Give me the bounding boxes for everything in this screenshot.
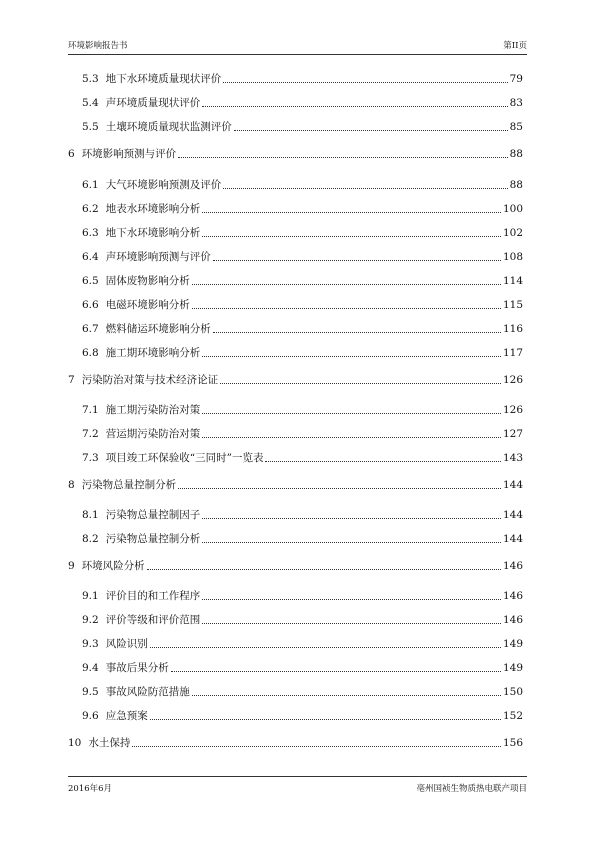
header-divider [68,54,527,55]
toc-entry[interactable] [68,559,523,573]
toc-dot-leader [202,355,501,357]
toc-dot-leader [202,436,501,438]
toc-entry-title: 声环境质量现状评价 [105,97,201,109]
toc-entry[interactable] [82,508,523,522]
toc-dot-leader [220,382,501,384]
toc-dot-leader [202,412,501,414]
toc-entry-number: 6 [68,148,75,160]
toc-entry[interactable] [82,427,523,441]
toc-entry-title: 评价目的和工作程序 [105,590,201,602]
toc-entry[interactable] [82,613,523,627]
toc-entry-number: 6.3 [82,227,99,239]
toc-entry-title: 环境风险分析 [81,560,145,572]
toc-dot-leader [192,694,501,696]
page-header [68,38,527,52]
toc-entry-page: 85 [509,121,523,133]
toc-entry-page: 108 [502,251,523,263]
toc-entry-title: 土壤环境质量现状监测评价 [105,121,232,133]
toc-entry-number: 6.7 [82,323,99,335]
toc-entry-title: 事故风险防范措施 [105,686,190,698]
toc-entry-page: 127 [502,428,523,440]
toc-entry-number: 9.1 [82,590,99,602]
toc-dot-leader [202,598,501,600]
toc-entry-number: 10 [68,737,82,749]
toc-entry[interactable] [82,322,523,336]
toc-entry-title: 燃料储运环境影响分析 [105,323,211,335]
toc-dot-leader [202,622,501,624]
toc-entry[interactable] [82,637,523,651]
toc-entry-page: 100 [502,203,523,215]
toc-entry-page: 126 [502,374,523,386]
toc-entry-number: 6.4 [82,251,99,263]
toc-entry-title: 应急预案 [105,710,148,722]
toc-entry[interactable] [82,661,523,675]
toc-entry-page: 144 [502,479,523,491]
toc-entry-title: 地表水环境影响分析 [105,203,201,215]
footer-project-name: 亳州国祯生物质热电联产项目 [416,784,527,794]
toc-entry-title: 污染物总量控制因子 [105,509,201,521]
toc-entry-number: 9.6 [82,710,99,722]
toc-dot-leader [202,211,501,213]
toc-entry-title: 事故后果分析 [105,662,169,674]
toc-entry-number: 9.5 [82,686,99,698]
toc-entry-title: 电磁环境影响分析 [105,299,190,311]
toc-entry-number: 8 [68,479,75,491]
toc-entry-title: 地下水环境质量现状评价 [105,73,222,85]
toc-entry-number: 8.1 [82,509,99,521]
page-footer [68,781,527,795]
toc-entry-number: 6.5 [82,275,99,287]
toc-entry-title: 固体废物影响分析 [105,275,190,287]
toc-entry-number: 7.1 [82,404,99,416]
toc-entry-number: 7 [68,374,75,386]
toc-dot-leader [192,307,501,309]
toc-entry-title: 评价等级和评价范围 [105,614,201,626]
toc-entry[interactable] [82,451,523,465]
toc-entry-number: 9 [68,560,75,572]
toc-entry[interactable] [82,202,523,216]
toc-entry-number: 6.2 [82,203,99,215]
toc-entry-number: 6.6 [82,299,99,311]
toc-dot-leader [223,187,507,189]
toc-entry-page: 117 [502,347,523,359]
toc-entry-page: 150 [502,686,523,698]
toc-dot-leader [223,81,507,83]
toc-dot-leader [265,460,501,462]
toc-entry-page: 115 [502,299,523,311]
toc-entry-page: 143 [502,452,523,464]
toc-dot-leader [171,670,501,672]
toc-dot-leader [178,487,501,489]
toc-entry-page: 146 [502,590,523,602]
toc-entry-page: 156 [502,737,523,749]
toc-entry-title: 污染物总量控制分析 [81,479,177,491]
toc-dot-leader [150,646,501,648]
toc-entry-number: 7.3 [82,452,99,464]
toc-entry[interactable] [82,274,523,288]
toc-entry-page: 116 [502,323,523,335]
toc-entry-page: 149 [502,638,523,650]
toc-dot-leader [234,129,508,131]
toc-entry[interactable] [82,685,523,699]
toc-entry-number: 8.2 [82,533,99,545]
toc-entry-title: 营运期污染防治对策 [105,428,201,440]
toc-entry[interactable] [82,250,523,264]
toc-entry[interactable] [68,478,523,492]
toc-dot-leader [192,283,501,285]
toc-dot-leader [202,105,507,107]
toc-dot-leader [213,331,501,333]
toc-entry-number: 5.3 [82,73,99,85]
toc-entry[interactable] [82,532,523,546]
footer-divider [68,776,527,777]
toc-entry-page: 146 [502,560,523,572]
toc-entry-page: 83 [509,97,523,109]
toc-entry[interactable] [82,589,523,603]
toc-entry-page: 114 [502,275,523,287]
toc-entry-title: 项目竣工环保验收“三同时”一览表 [105,452,264,464]
toc-entry[interactable] [82,346,523,360]
toc-entry-title: 污染物总量控制分析 [105,533,201,545]
toc-entry-page: 146 [502,614,523,626]
toc-entry[interactable] [68,147,523,161]
toc-entry[interactable] [82,403,523,417]
toc-entry[interactable] [82,709,523,723]
toc-entry-page: 88 [509,148,523,160]
toc-entry-title: 水土保持 [88,737,131,749]
toc-entry-number: 9.4 [82,662,99,674]
toc-entry-title: 声环境影响预测与评价 [105,251,211,263]
toc-dot-leader [202,235,501,237]
toc-entry[interactable] [82,72,523,86]
toc-entry-page: 144 [502,533,523,545]
toc-entry-page: 152 [502,710,523,722]
toc-dot-leader [202,541,501,543]
toc-entry-number: 6.1 [82,179,99,191]
toc-entry-page: 126 [502,404,523,416]
toc-entry-page: 102 [502,227,523,239]
toc-entry-number: 9.3 [82,638,99,650]
toc-dot-leader [132,745,501,747]
toc-entry[interactable] [82,178,523,192]
toc-entry-title: 施工期环境影响分析 [105,347,201,359]
toc-entry[interactable] [68,373,523,387]
toc-entry-title: 大气环境影响预测及评价 [105,179,222,191]
toc-entry-page: 79 [509,73,523,85]
toc-entry-title: 污染防治对策与技术经济论证 [81,374,219,386]
toc-entry-title: 风险识别 [105,638,148,650]
header-document-type: 环境影响报告书 [68,41,128,51]
toc-entry-title: 环境影响预测与评价 [81,148,177,160]
toc-entry-number: 9.2 [82,614,99,626]
toc-entry-title: 施工期污染防治对策 [105,404,201,416]
toc-dot-leader [147,568,501,570]
toc-entry-number: 6.8 [82,347,99,359]
toc-entry-page: 88 [509,179,523,191]
footer-date: 2016年6月 [68,784,113,794]
toc-entry-number: 5.5 [82,121,99,133]
toc-dot-leader [213,259,501,261]
toc-entry-number: 5.4 [82,97,99,109]
toc-entry-page: 149 [502,662,523,674]
toc-entry-page: 144 [502,509,523,521]
toc-dot-leader [202,517,501,519]
toc-entry[interactable] [82,226,523,240]
toc-dot-leader [150,718,501,720]
toc-entry-title: 地下水环境影响分析 [105,227,201,239]
toc-dot-leader [178,156,507,158]
header-page-number: 第II页 [503,41,527,51]
toc-entry-number: 7.2 [82,428,99,440]
toc-entry[interactable] [82,120,523,134]
toc-entry[interactable] [68,736,523,750]
toc-entry[interactable] [82,96,523,110]
toc-entry[interactable] [82,298,523,312]
